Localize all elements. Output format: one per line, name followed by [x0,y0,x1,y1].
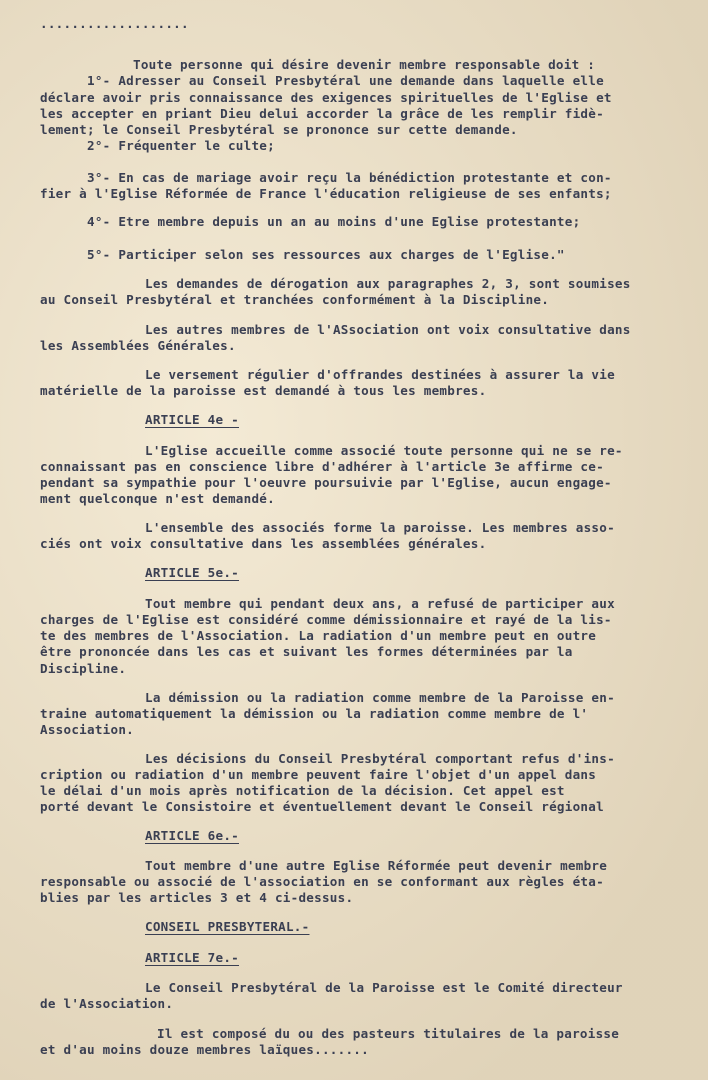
text-line: 1°- Adresser au Conseil Presbytéral une demande dans laquelle elle [87,73,604,88]
text-line: 5°- Participer selon ses ressources aux charges de l'Eglise." [87,247,565,262]
text-line: matérielle de la paroisse est demandé à tous les membres. [40,383,487,398]
text-line: Le versement régulier d'offrandes destinées à assurer la vie [145,367,615,382]
text-line: être prononcée dans les cas et suivant les formes déterminées par la [40,644,573,659]
section-heading: ARTICLE 5e.- [145,565,239,580]
text-line: blies par les articles 3 et 4 ci-dessus. [40,890,354,905]
text-line: au Conseil Presbytéral et tranchées conformément à la Discipline. [40,292,550,307]
text-line: de l'Association. [40,996,174,1011]
text-line: charges de l'Eglise est considéré comme démissionnaire et rayé de la lis- [40,612,612,627]
text-line: 2°- Fréquenter le culte; [87,138,275,153]
text-line: 3°- En cas de mariage avoir reçu la bénédiction protestante et con- [87,170,612,185]
text-line: Les demandes de dérogation aux paragraphes 2, 3, sont soumises [145,276,631,291]
text-line: connaissant pas en conscience libre d'adhérer à l'article 3e affirme ce- [40,459,604,474]
text-line: les accepter en priant Dieu delui accorder la grâce de les remplir fidè- [40,106,604,121]
text-line: Les autres membres de l'ASsociation ont voix consultative dans [145,322,631,337]
text-line: Les décisions du Conseil Presbytéral comportant refus d'ins- [145,751,615,766]
section-heading: ARTICLE 6e.- [145,828,239,843]
text-line: te des membres de l'Association. La radiation d'un membre peut en outre [40,628,597,643]
text-line: 4°- Etre membre depuis un an au moins d'une Eglise protestante; [87,214,581,229]
text-line: Toute personne qui désire devenir membre responsable doit : [133,57,596,72]
text-line: Tout membre d'une autre Eglise Réformée peut devenir membre [145,858,608,873]
section-heading: CONSEIL PRESBYTERAL.- [145,919,310,934]
text-line: ciés ont voix consultative dans les assemblées générales. [40,536,487,551]
text-line: ................... [40,16,189,31]
text-line: porté devant le Consistoire et éventuellement devant le Conseil régional [40,799,604,814]
text-line: Discipline. [40,661,127,676]
text-line: traine automatiquement la démission ou la radiation comme membre de l' [40,706,589,721]
section-heading: ARTICLE 4e - [145,412,239,427]
text-line: Tout membre qui pendant deux ans, a refusé de participer aux [145,596,615,611]
text-line: déclare avoir pris connaissance des exigences spirituelles de l'Eglise et [40,90,612,105]
text-line: cription ou radiation d'un membre peuvent faire l'objet d'un appel dans [40,767,597,782]
text-line: le délai d'un mois après notification de la décision. Cet appel est [40,783,565,798]
text-line: Il est composé du ou des pasteurs titulaires de la paroisse [157,1026,620,1041]
text-line: les Assemblées Générales. [40,338,236,353]
text-line: fier à l'Eglise Réformée de France l'éducation religieuse de ses enfants; [40,186,612,201]
text-line: pendant sa sympathie pour l'oeuvre poursuivie par l'Eglise, aucun engage- [40,475,612,490]
text-line: L'Eglise accueille comme associé toute personne qui ne se re- [145,443,623,458]
section-heading: ARTICLE 7e.- [145,950,239,965]
text-line: Le Conseil Presbytéral de la Paroisse est le Comité directeur [145,980,623,995]
text-line: responsable ou associé de l'association en se conformant aux règles éta- [40,874,604,889]
text-line: La démission ou la radiation comme membre de la Paroisse en- [145,690,615,705]
text-line: lement; le Conseil Presbytéral se prononce sur cette demande. [40,122,518,137]
text-line: L'ensemble des associés forme la paroisse. Les membres asso- [145,520,615,535]
text-line: ment quelconque n'est demandé. [40,491,275,506]
text-line: Association. [40,722,134,737]
text-line: et d'au moins douze membres laïques....... [40,1042,369,1057]
